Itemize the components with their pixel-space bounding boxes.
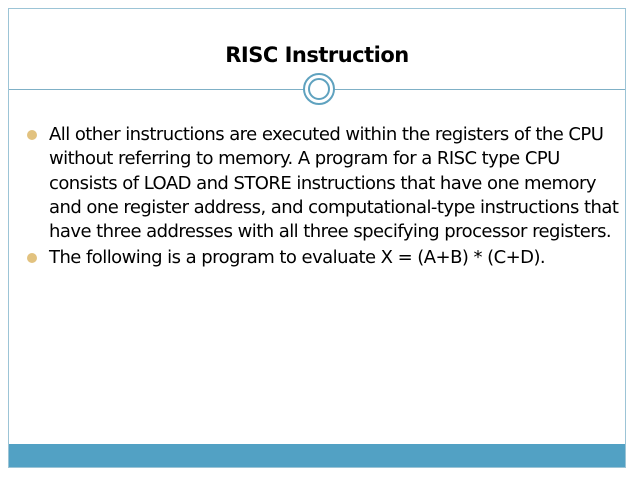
slide-title: RISC Instruction (225, 43, 409, 67)
bullet-list (25, 123, 625, 273)
ornament-inner-circle (308, 78, 330, 100)
bullet-text: The following is a program to evaluate X = (A+B) * (C+D). (49, 247, 546, 269)
slide-frame (8, 8, 626, 468)
round-bullet-icon (27, 253, 37, 263)
double-circle-ornament-icon (303, 73, 335, 105)
bullet-item-instructions (25, 123, 625, 244)
bullet-item-program (25, 246, 625, 270)
bullet-text: All other instructions are executed within the registers of the CPU without referring to memory. A program for a RISC type CPU consists of LOAD and STORE instructions that have one memory and one register address, and computational-type instructions that have three addresses with all three specifying processor registers. (49, 124, 619, 243)
round-bullet-icon (27, 130, 37, 140)
footer-accent-bar (9, 444, 625, 467)
